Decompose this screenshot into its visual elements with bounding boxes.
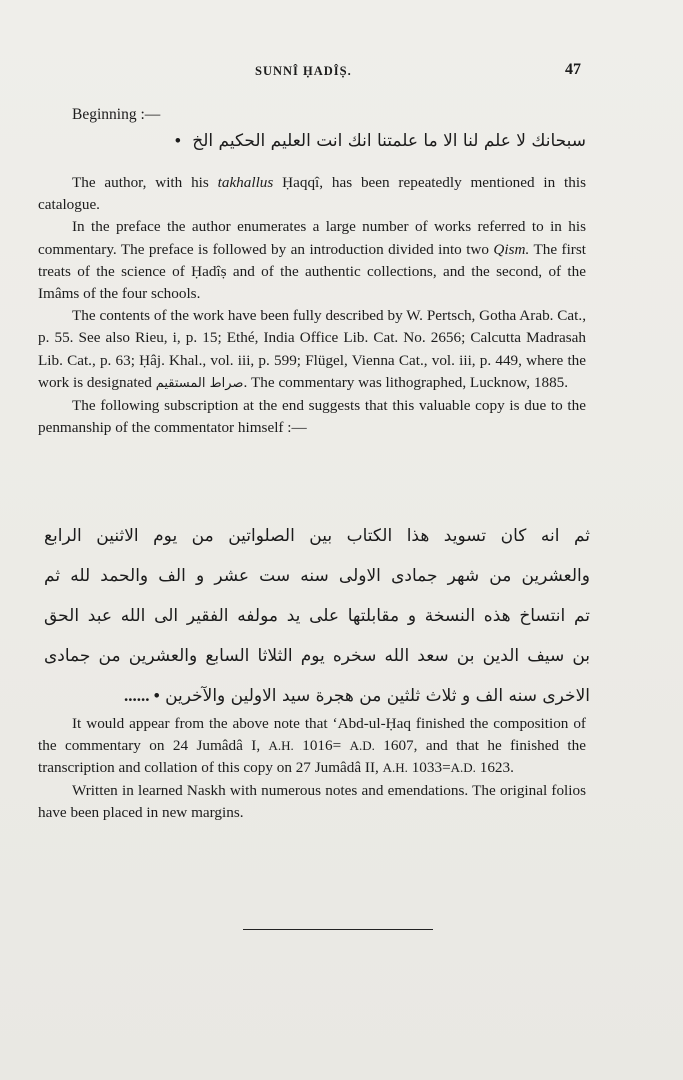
subscription-arabic [44,516,590,716]
paragraph-preface: In the preface the author enumerates a large number of works referred to in his commentary. The preface is followed by an introduction divided into two Qism. The first treats of the science of Ḥadîṣ and of the authentic collections, and the second, of the Imâms of the four schools. [38,218,586,303]
paragraph-contents: The contents of the work have been fully described by W. Pertsch, Gotha Arab. Cat., p. 55. See also Rieu, i, p. 15; Ethé, India Office Lib. Cat. No. 2656; Calcutta Madrasah Lib. Cat., p. 63; Ḥâj. Khal., vol. iii, p. 599; Flügel, Vienna Cat., vol. iii, p. 449, where the work is designated صراط المستقيم. The commentary was lithographed, Lucknow, 1885. [38,307,586,391]
paragraph-author: The author, with his takhallus Ḥaqqî, has been repeatedly mentioned in this catalogue. [38,174,587,214]
beginning-arabic-text: سبحانك لا علم لنا الا ما علمتنا انك انت العليم الحكيم الخ [192,131,586,151]
subscription-line: تم انتساخ هذه النسخة و مقابلتها علی ید مولفه الفقیر الی الله عبد الحق [44,606,590,626]
subscription-line: ثم انه کان تسوید هذا الکتاب بین الصلواتین من یوم الاثنین الرابع [44,526,590,546]
paragraph-script: Written in learned Naskh with numerous notes and emendations. The original folios have been placed in new margins. [38,781,586,821]
running-title: SUNNÎ ḤADÎṢ. [255,64,352,78]
paragraph-dates: It would appear from the above note that ‘Abd-ul-Ḥaq finished the composition of the commentary on 24 Jumâdâ I, A.H. 1016= A.D. 1607, and that he finished the transcription and collation of this copy on 27 Jumâdâ II, A.H. 1033=A.D. 1623. [38,715,586,777]
subscription-line-last: الاخری سنه الف و ثلاث ثلثین من هجرة سید الاولین والآخرین ...... • [123,686,590,706]
beginning-label: Beginning :— [72,106,161,123]
subscription-ellipsis: ...... • [123,686,160,705]
closing-text [38,713,586,824]
beginning-bullet: • [174,131,181,150]
paragraph-subscription-intro: The following subscription at the end suggests that this valuable copy is due to the penmanship of the commentator himself :— [38,397,586,437]
section-divider [243,929,433,930]
subscription-line: بن سیف الدین بن سعد الله سخره یوم الثلاثا السابع والعشرین من جمادی [44,646,590,666]
page-number: 47 [565,61,581,78]
beginning-arabic [38,131,586,151]
description-text [38,172,586,439]
subscription-line: والعشرین من شهر جمادی الاولی سنه ست عشر و الف والحمد لله ثم [44,566,590,586]
